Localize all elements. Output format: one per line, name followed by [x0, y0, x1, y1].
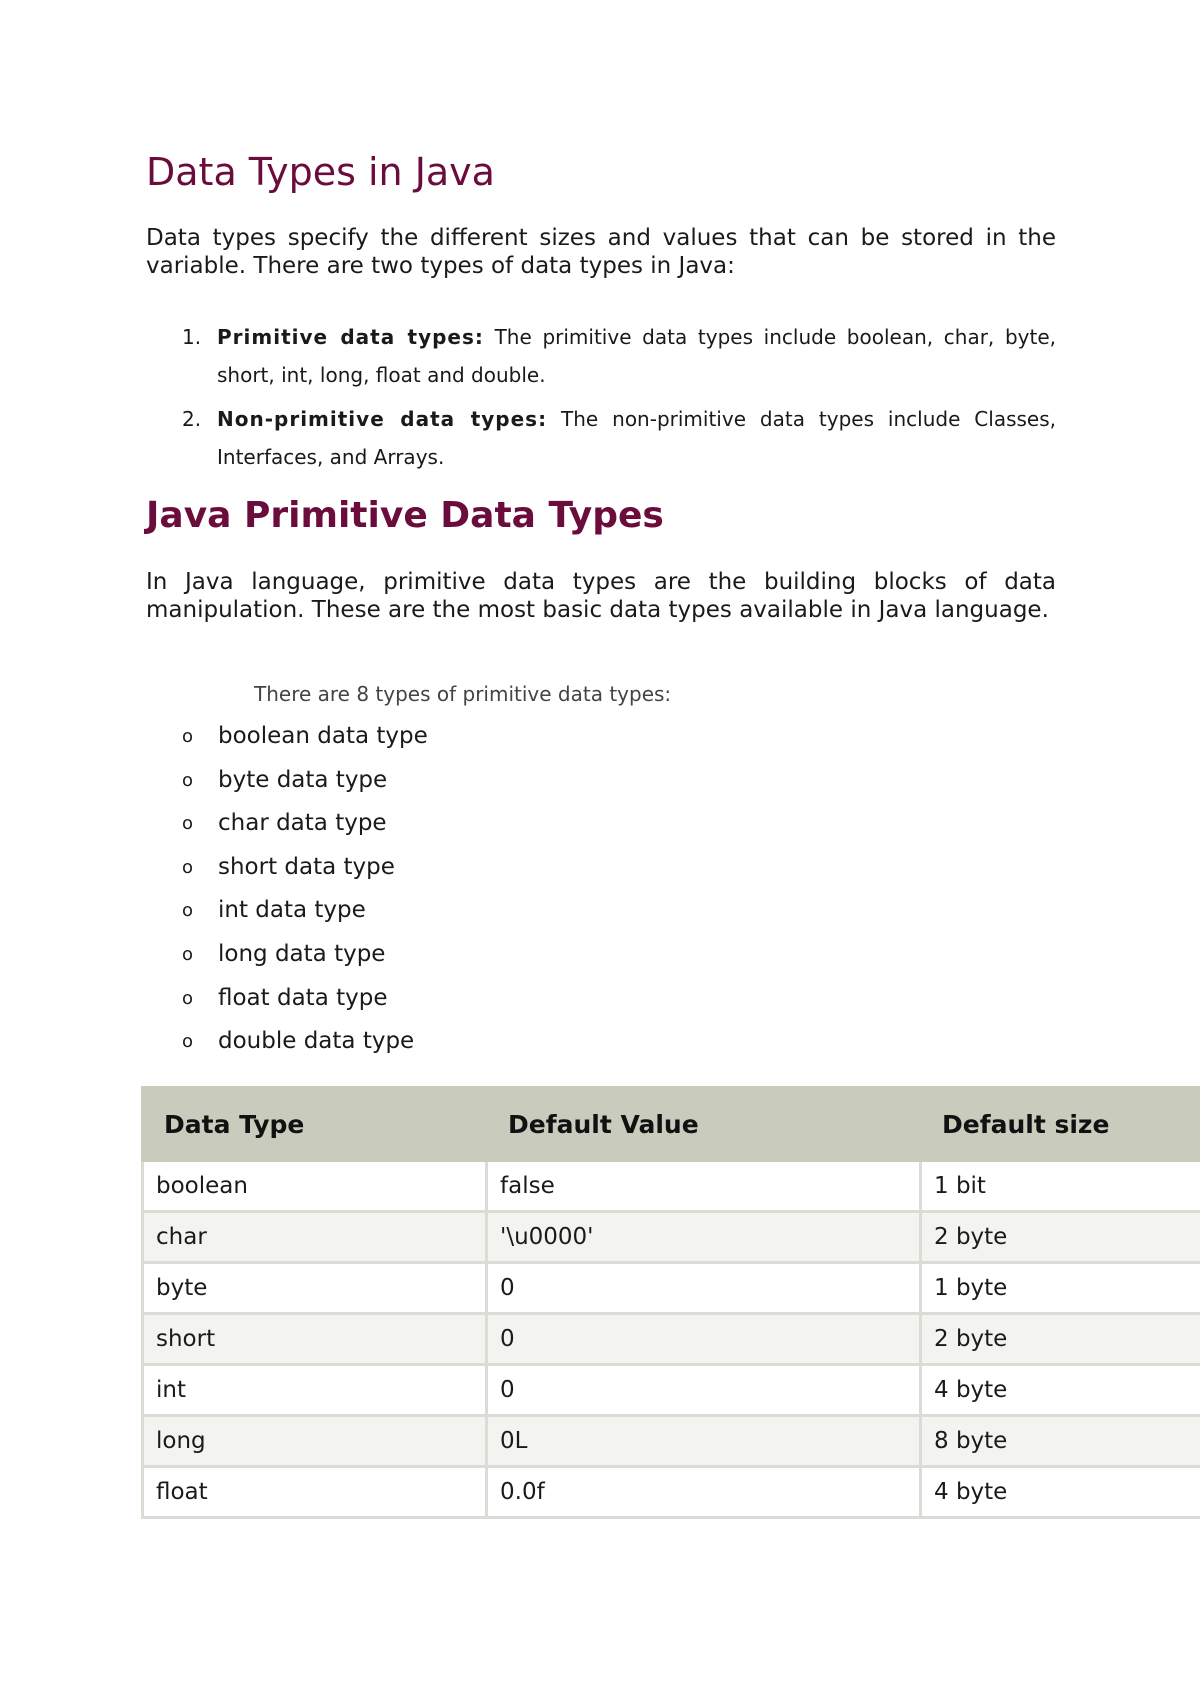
list-item-label: Primitive data types:	[217, 325, 484, 349]
list-item-non-primitive	[146, 400, 1056, 476]
list-item-text: char data type	[218, 810, 387, 837]
circle-bullet-icon: o	[182, 1031, 194, 1053]
primitive-count-note: There are 8 types of primitive data types:	[254, 682, 672, 706]
table-row	[143, 1365, 1200, 1416]
list-item	[146, 1020, 428, 1064]
table-cell: 0.0f	[487, 1467, 921, 1518]
column-header-default-value: Default Value	[487, 1088, 921, 1161]
circle-bullet-icon: o	[182, 943, 194, 965]
section-paragraph: In Java language, primitive data types are the building blocks of data manipulation. These are the most basic data types available in Java language.	[146, 569, 1056, 623]
table-cell: 1 byte	[921, 1263, 1200, 1314]
list-item-text: double data type	[218, 1028, 415, 1055]
list-item-primitive	[146, 318, 1056, 394]
list-item-text: The primitive data types include boolean, char, byte, short, int, long, float and double.	[217, 325, 1056, 387]
circle-bullet-icon: o	[182, 856, 194, 878]
table-cell: 1 bit	[921, 1161, 1200, 1212]
list-item-text: int data type	[218, 897, 366, 924]
list-item-text: short data type	[218, 853, 395, 880]
list-number: 1.	[182, 325, 202, 349]
data-types-table	[141, 1086, 1200, 1519]
table-cell: 0	[487, 1263, 921, 1314]
table-row	[143, 1161, 1200, 1212]
list-item	[146, 977, 428, 1021]
table-cell: false	[487, 1161, 921, 1212]
table-cell: short	[143, 1314, 487, 1365]
table-header-row	[143, 1088, 1200, 1161]
list-item-text: boolean data type	[218, 723, 428, 749]
circle-bullet-icon: o	[182, 987, 194, 1009]
list-item	[146, 889, 428, 933]
table-cell: float	[143, 1467, 487, 1518]
table-cell: 8 byte	[921, 1416, 1200, 1467]
table-cell: 2 byte	[921, 1212, 1200, 1263]
table-cell: 0L	[487, 1416, 921, 1467]
list-item-text: The non-primitive data types include Classes, Interfaces, and Arrays.	[217, 407, 1056, 469]
table-cell: char	[143, 1212, 487, 1263]
table-cell: 4 byte	[921, 1365, 1200, 1416]
circle-bullet-icon: o	[182, 769, 194, 791]
table-row	[143, 1467, 1200, 1518]
intro-paragraph: Data types specify the different sizes and values that can be stored in the variable. There are two types of data types in Java:	[146, 225, 1056, 279]
list-item-label: Non-primitive data types:	[217, 407, 548, 431]
table-cell: 0	[487, 1314, 921, 1365]
list-number: 2.	[182, 407, 202, 431]
column-header-data-type: Data Type	[143, 1088, 487, 1161]
list-item-text: byte data type	[218, 766, 388, 793]
table-cell: 0	[487, 1365, 921, 1416]
data-types-list	[146, 318, 1056, 482]
page-title: Data Types in Java	[146, 150, 495, 194]
primitive-types-list	[146, 715, 428, 1064]
section-heading: Java Primitive Data Types	[146, 495, 664, 536]
table-cell: byte	[143, 1263, 487, 1314]
table-row	[143, 1314, 1200, 1365]
circle-bullet-icon: o	[182, 813, 194, 835]
list-item	[146, 715, 428, 759]
table-cell: 4 byte	[921, 1467, 1200, 1518]
table-row	[143, 1416, 1200, 1467]
table-cell: 2 byte	[921, 1314, 1200, 1365]
table-cell: long	[143, 1416, 487, 1467]
circle-bullet-icon: o	[182, 900, 194, 922]
list-item	[146, 759, 428, 803]
list-item-text: float data type	[218, 984, 388, 1011]
column-header-default-size: Default size	[921, 1088, 1200, 1161]
list-item	[146, 846, 428, 890]
table-row	[143, 1263, 1200, 1314]
circle-bullet-icon: o	[182, 726, 194, 747]
table-cell: boolean	[143, 1161, 487, 1212]
table-cell: '\u0000'	[487, 1212, 921, 1263]
list-item-text: long data type	[218, 940, 386, 967]
list-item	[146, 933, 428, 977]
table-cell: int	[143, 1365, 487, 1416]
list-item	[146, 802, 428, 846]
table-row	[143, 1212, 1200, 1263]
